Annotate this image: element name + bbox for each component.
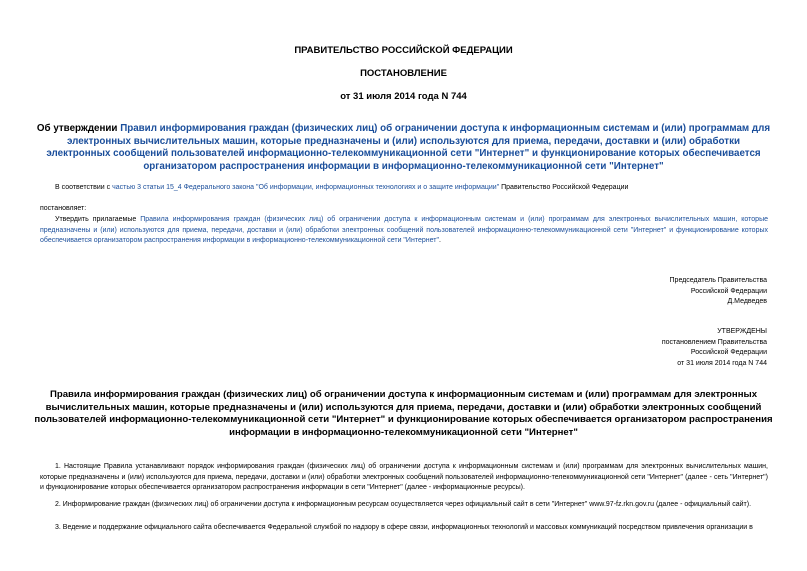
- approval-title: УТВЕРЖДЕНЫ: [717, 328, 767, 335]
- preamble-paragraph: [55, 183, 770, 194]
- decree-suffix: .: [438, 237, 441, 245]
- decree-paragraph: [40, 215, 768, 247]
- signature-position: Председатель Правительства: [669, 277, 767, 284]
- document-type: ПОСТАНОВЛЕНИЕ: [360, 68, 447, 79]
- approval-by: постановлением Правительства: [661, 338, 767, 346]
- rules-item-2: 2. Информирование граждан (физических лиц) об ограничении доступа к информационным ресурсам осуществляется через официальный сайт в сети "Интернет" www.97-fz.rkn.gov.ru (далее - официальный сайт).: [55, 501, 752, 508]
- signature-block: [670, 276, 767, 308]
- rules-title: Правила информирования граждан (физических лиц) об ограничении доступа к информационным системам и (или) программам для электронных вычислительных машин, которые предназначены и (или) используются для приема, передачи, доставки и (или) обработки электронных сообщений пользователей информационно-телекоммуникационной сети "Интернет" и функционирование которых обеспечивается организатором распространения информации в информационно-телекоммуникационной сети "Интернет": [34, 389, 773, 438]
- government-heading: ПРАВИТЕЛЬСТВО РОССИЙСКОЙ ФЕДЕРАЦИИ: [294, 45, 513, 56]
- decree-prefix: Утвердить прилагаемые: [55, 216, 141, 223]
- approval-country: Российской Федерации: [690, 349, 767, 356]
- rules-item-3: 3. Ведение и поддержание официального сайта обеспечивается Федеральной службой по надзору в сфере связи, информационных технологий и массовых коммуникаций посредством привлечения организации в: [55, 524, 753, 531]
- rules-item-1: 1. Настоящие Правила устанавливают порядок информирования граждан (физических лиц) об ограничении доступа к информационным системам и (или) программам для электронных вычислительных машин, которые предназначены и (или) используются для приема, передачи, доставки и (или) обработки электронных сообщений пользователей информационно-телекоммуникационной сети "Интернет" (далее - сеть "Интернет") и функционирование которых обеспечивается организатором распространения информации в сети "Интернет" (далее - информационные ресурсы).: [40, 463, 768, 492]
- rules-link[interactable]: Правила информирования граждан (физических лиц) об ограничении доступа к информационным системам и (или) программам для электронных вычислительных машин, которые предназначены и (или) используются для приема, передачи, доставки и (или) обработки электронных сообщений пользователей информационно-телекоммуникационной сети "Интернет" и функционирование которых обеспечивается организатором распространения информации в информационно-телекоммуникационной сети "Интернет": [40, 216, 768, 245]
- approval-date: от 31 июля 2014 года N 744: [677, 359, 767, 367]
- preamble-prefix: В соответствии с: [55, 184, 113, 191]
- document-title: [36, 123, 771, 173]
- signature-name: Д.Медведев: [727, 298, 767, 305]
- title-prefix: Об утверждении: [36, 123, 121, 134]
- law-link[interactable]: частью 3 статьи 15_4 Федерального закона "Об информации, информационных технологиях и о защите информации": [112, 184, 500, 191]
- postanovlyaet-text: постановляет:: [40, 205, 87, 212]
- signature-country: Российской Федерации: [690, 287, 767, 295]
- title-link[interactable]: Правил информирования граждан (физических лиц) об ограничении доступа к информационным системам и (или) программам для электронных вычислительных машин, которые предназначены и (или) используются для приема, передачи, доставки и (или) обработки электронных сообщений пользователей информационно-телекоммуникационной сети "Интернет" и функционирование которых обеспечивается организатором распространения информации в информационно-телекоммуникационной сети "Интернет": [46, 123, 771, 172]
- preamble-suffix: Правительство Российской Федерации: [499, 184, 629, 191]
- approval-block: [662, 327, 767, 369]
- document-date-number: от 31 июля 2014 года N 744: [340, 91, 467, 102]
